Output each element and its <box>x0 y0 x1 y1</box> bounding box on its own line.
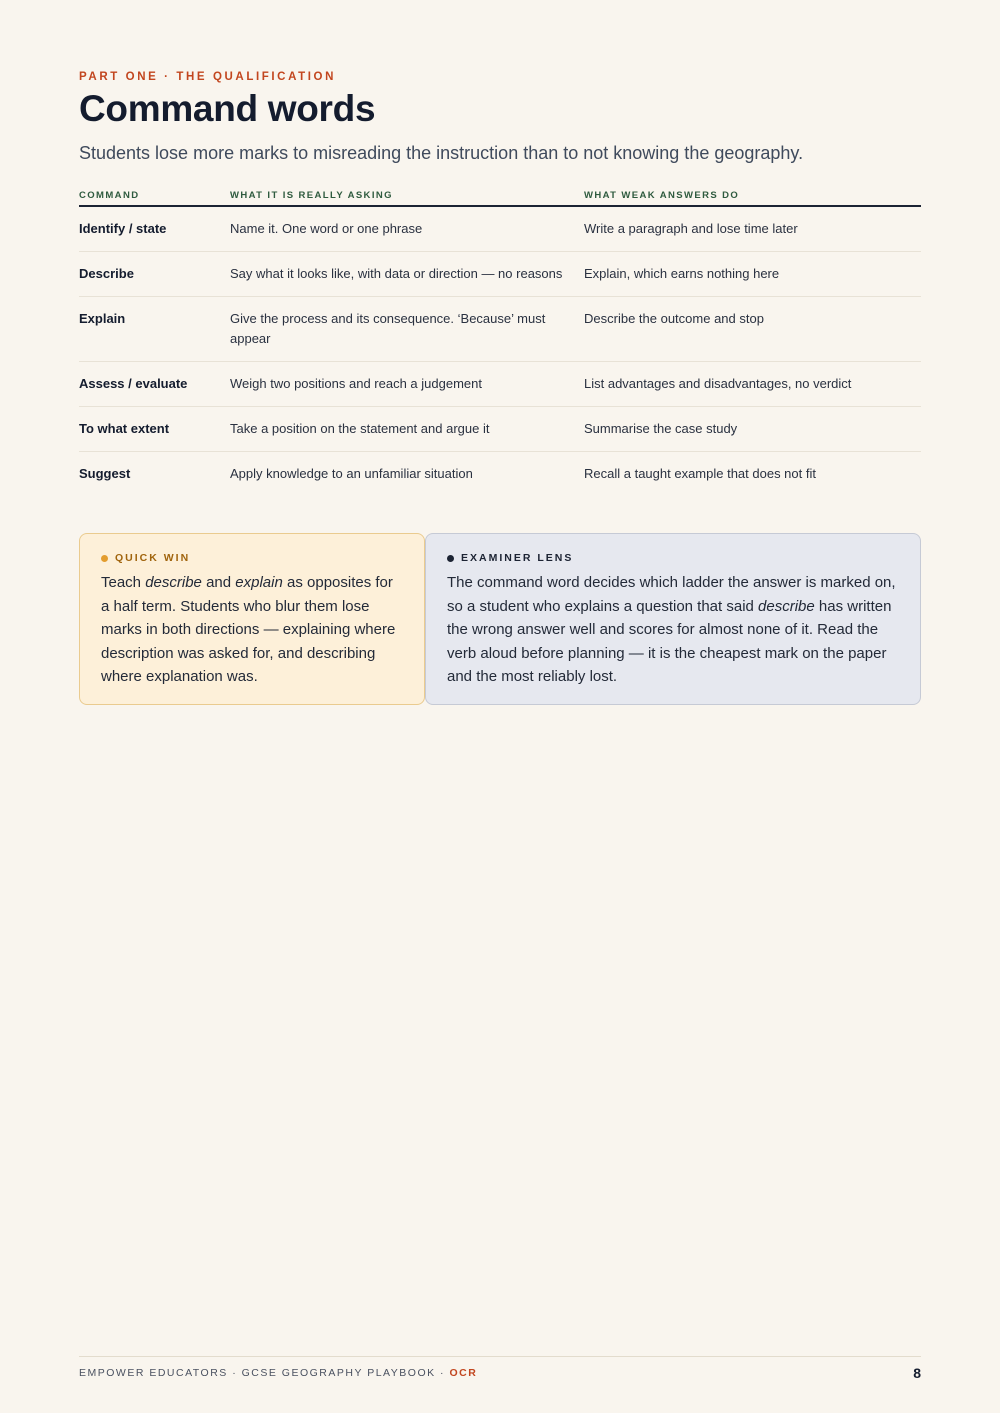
examiner-lens-text: has written the wrong answer well and scores for almost none of it. Read the verb aloud before planning — it is the cheapest mark on the paper and the most reliably lost. <box>447 597 892 685</box>
bullet-dot-icon <box>447 555 454 562</box>
quick-win-text: and <box>201 574 236 591</box>
command-cell: Assess / evaluate <box>79 362 230 407</box>
quick-win-label <box>101 552 403 564</box>
quick-win-text: Teach <box>101 574 146 591</box>
examiner-lens-card <box>425 533 921 705</box>
table-row <box>79 252 921 297</box>
command-cell: Describe <box>79 252 230 297</box>
page-subtitle: Students lose more marks to misreading the instruction than to not knowing the geography. <box>79 143 804 163</box>
quick-win-emphasis: explain <box>235 574 283 591</box>
examiner-lens-label-text: EXAMINER LENS <box>461 552 574 564</box>
column-header-weak: WHAT WEAK ANSWERS DO <box>584 184 921 206</box>
examiner-lens-label <box>447 552 899 564</box>
quick-win-body <box>101 571 403 689</box>
command-cell: To what extent <box>79 407 230 452</box>
weak-answer-cell: Explain, which earns nothing here <box>584 252 921 297</box>
asking-cell: Take a position on the statement and argue it <box>230 407 584 452</box>
column-header-command: COMMAND <box>79 184 230 206</box>
weak-answer-cell: Describe the outcome and stop <box>584 297 921 362</box>
footer-brand: OCR <box>449 1367 478 1379</box>
weak-answer-cell: List advantages and disadvantages, no verdict <box>584 362 921 407</box>
table-row <box>79 297 921 362</box>
weak-answer-cell: Recall a taught example that does not fit <box>584 466 816 481</box>
command-cell: Identify / state <box>79 206 230 252</box>
quick-win-label-text: QUICK WIN <box>115 552 191 564</box>
asking-cell: Name it. One word or one phrase <box>230 206 584 252</box>
footer <box>79 1367 477 1379</box>
weak-answer-cell: Write a paragraph and lose time later <box>584 206 921 252</box>
page-title: Command words <box>79 88 376 129</box>
bullet-dot-icon <box>101 555 108 562</box>
section-eyebrow: PART ONE · THE QUALIFICATION <box>79 71 337 83</box>
table-row <box>79 452 921 497</box>
table-header-row <box>79 184 921 206</box>
command-cell: Explain <box>79 297 230 362</box>
quick-win-emphasis: describe <box>145 574 202 591</box>
asking-cell: Apply knowledge to an unfamiliar situation <box>230 466 473 481</box>
command-words-table <box>79 184 921 496</box>
examiner-lens-emphasis: describe <box>758 597 815 615</box>
footer-text: EMPOWER EDUCATORS · GCSE GEOGRAPHY PLAYBOOK · <box>79 1367 450 1379</box>
column-header-asking: WHAT IT IS REALLY ASKING <box>230 184 584 206</box>
asking-cell: Say what it looks like, with data or direction — no reasons <box>230 252 584 297</box>
command-cell: Suggest <box>79 466 131 481</box>
asking-cell: Give the process and its consequence. ‘Because’ must appear <box>230 297 584 362</box>
table-row <box>79 206 921 252</box>
quick-win-text: as opposites for a half term. Students who blur them lose marks in both directions — explaining where description was asked for, and describing where explanation was. <box>101 574 396 685</box>
page-number: 8 <box>913 1365 921 1381</box>
examiner-lens-text: The command word decides which ladder the answer is marked on, so a student who explains a question that said <box>447 574 896 615</box>
table-row <box>79 407 921 452</box>
quick-win-card <box>79 533 425 705</box>
footer-divider <box>79 1356 921 1357</box>
asking-cell: Weigh two positions and reach a judgement <box>230 362 584 407</box>
page <box>79 0 921 1413</box>
weak-answer-cell: Summarise the case study <box>584 407 921 452</box>
examiner-lens-body <box>447 571 899 689</box>
table-row <box>79 362 921 407</box>
callout-cards <box>79 533 921 707</box>
